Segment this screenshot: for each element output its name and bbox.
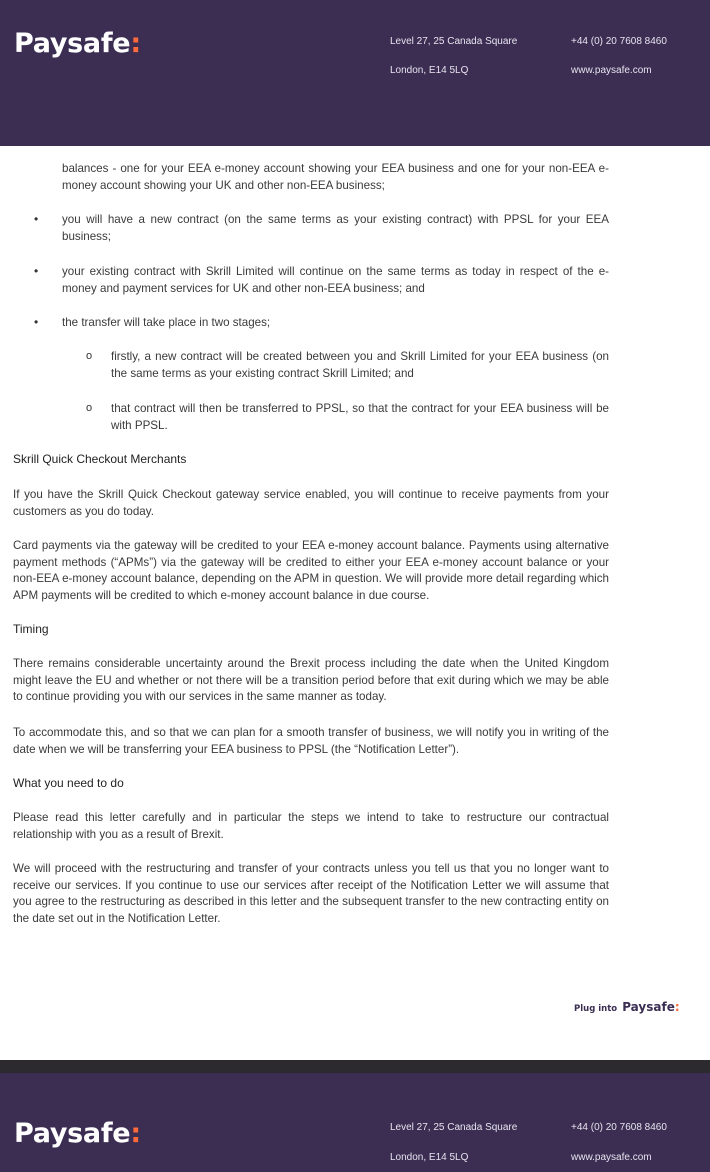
bullet-item-new-contract: you will have a new contract (on the same terms as your existing contract) with PPSL for your EEA business; <box>62 213 609 243</box>
website-link: www.paysafe.com <box>571 65 652 76</box>
address-line-1: Level 27, 25 Canada Square <box>390 1122 518 1133</box>
phone-number: +44 (0) 20 7608 8460 <box>571 36 667 47</box>
letterhead-header-next-page <box>0 1073 710 1172</box>
bullet-item-existing-contract: your existing contract with Skrill Limited will continue on the same terms as today in respect of the e-money and payment services for UK and other non-EEA business; and <box>62 265 609 295</box>
address-line-2: London, E14 5LQ <box>390 65 469 76</box>
bullet-marker: • <box>34 315 39 329</box>
paragraph-timing-1: There remains considerable uncertainty around the Brexit process including the date when the United Kingdom might leave the EU and whether or not there will be a transition period before that exit during which we may be able to continue providing you with our services in the same manner as today. <box>13 657 609 703</box>
paragraph-skrill-2: Card payments via the gateway will be credited to your EEA e-money account balance. Payments using alternative payment methods (“APMs”) via the gateway will be credited to either your EEA e-money account balance or your non-EEA e-money account balance, depending on the APM in question. We will provide more detail regarding which APM payments will be credited to which e-money account balance in due course. <box>13 539 609 602</box>
sub-bullet-item-transfer: that contract will then be transferred to PPSL, so that the contract for your EEA business will be with PPSL. <box>111 402 609 432</box>
bullet-item-two-stages: the transfer will take place in two stages; <box>62 316 271 329</box>
plug-into-paysafe-tagline: Plug into Paysafe: <box>574 1000 680 1014</box>
paragraph-todo-2: We will proceed with the restructuring and transfer of your contracts unless you tell us that you no longer want to receive our services. If you continue to use our services after receipt of the Notification Letter we will assume that you agree to the restructuring as described in this letter and the subsequent transfer to the new contracting entity on the date set out in the Notification Letter. <box>13 862 609 925</box>
website-link: www.paysafe.com <box>571 1152 652 1163</box>
sub-bullet-item-firstly: firstly, a new contract will be created between you and Skrill Limited for your EEA business (on the same terms as your existing contract Skrill Limited; and <box>111 350 609 380</box>
sub-bullet-marker: o <box>86 402 93 414</box>
paragraph-skrill-1: If you have the Skrill Quick Checkout gateway service enabled, you will continue to receive payments from your customers as you do today. <box>13 488 609 518</box>
section-heading-skrill: Skrill Quick Checkout Merchants <box>13 452 187 466</box>
paysafe-logo: Paysafe: <box>14 1118 141 1149</box>
paragraph-balances: balances - one for your EEA e-money account showing your EEA business and one for your non-EEA e-money account showing your UK and other non-EEA business; <box>62 162 609 192</box>
page-divider <box>0 1060 710 1073</box>
phone-number: +44 (0) 20 7608 8460 <box>571 1122 667 1133</box>
letterhead-header <box>0 0 710 146</box>
bullet-marker: • <box>34 212 39 226</box>
sub-bullet-marker: o <box>86 350 93 362</box>
paysafe-logo: Paysafe: <box>14 28 141 59</box>
bullet-marker: • <box>34 264 39 278</box>
address-line-1: Level 27, 25 Canada Square <box>390 36 518 47</box>
section-heading-todo: What you need to do <box>13 776 124 790</box>
paragraph-todo-1: Please read this letter carefully and in particular the steps we intend to take to restructure our contractual relationship with you as a result of Brexit. <box>13 811 609 841</box>
address-line-2: London, E14 5LQ <box>390 1152 469 1163</box>
section-heading-timing: Timing <box>13 622 49 636</box>
paragraph-timing-2: To accommodate this, and so that we can plan for a smooth transfer of business, we will notify you in writing of the date when we will be transferring your EEA business to PPSL (the “Notification Letter”). <box>13 726 609 756</box>
